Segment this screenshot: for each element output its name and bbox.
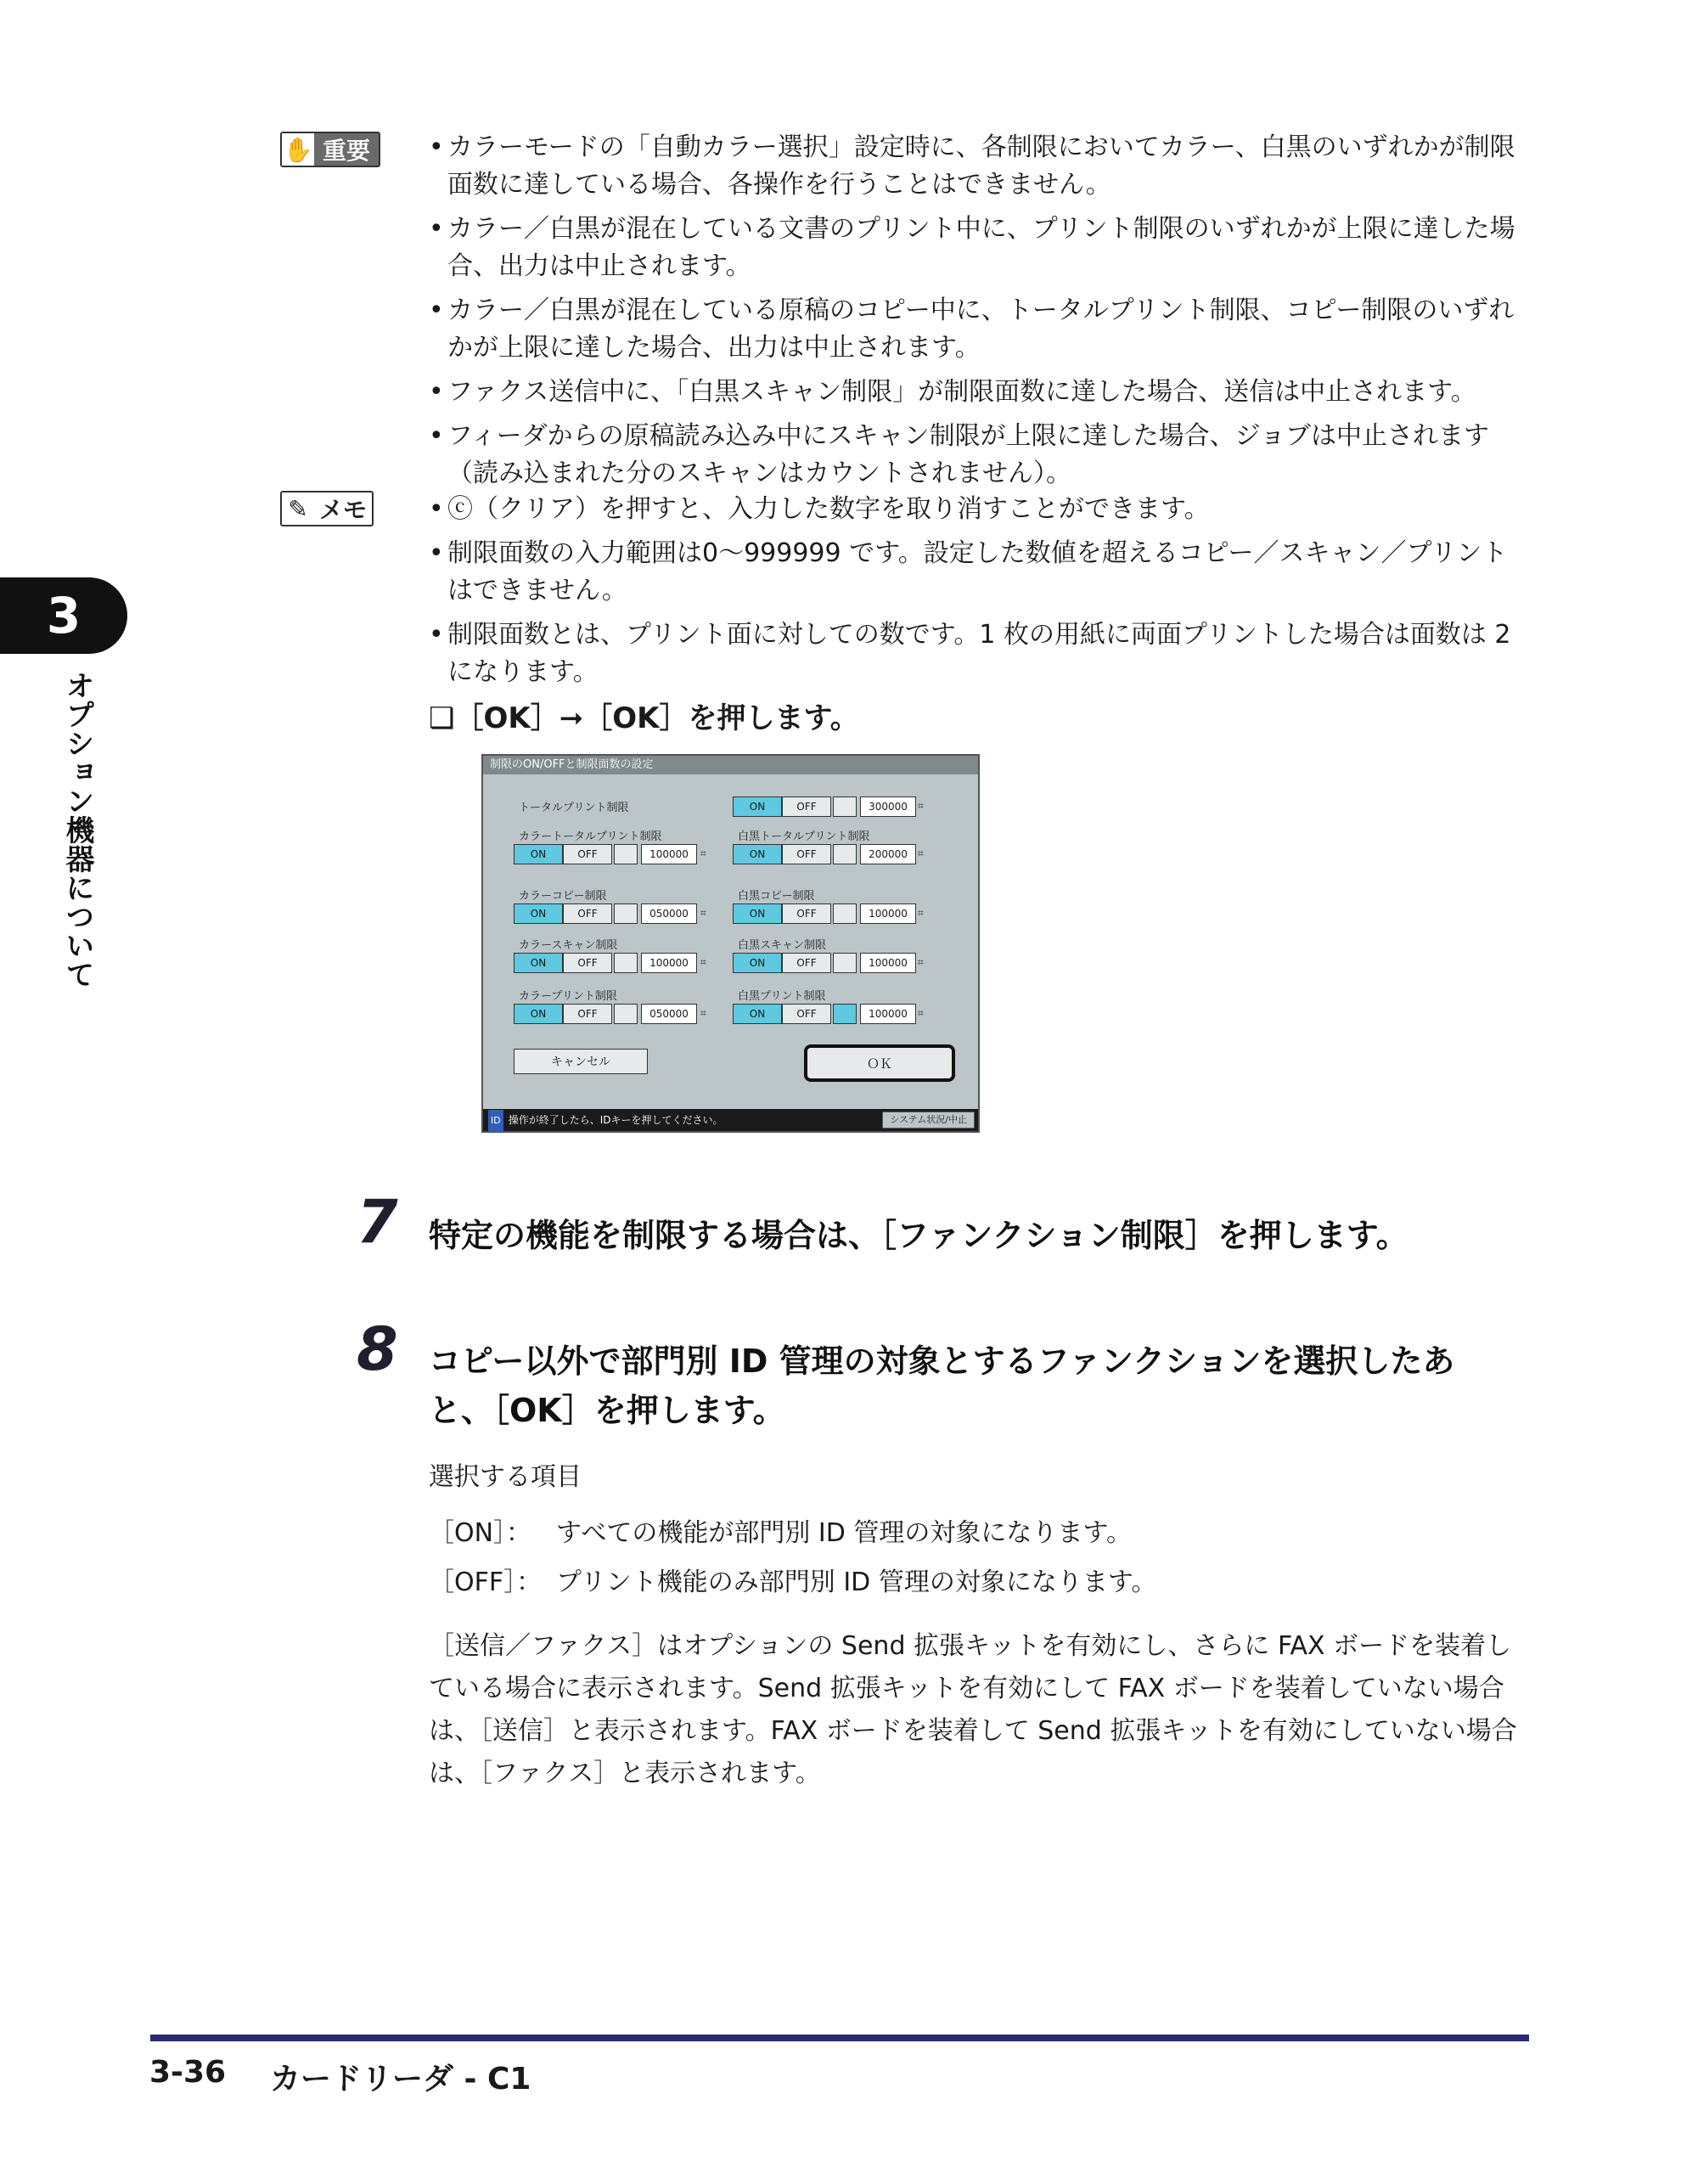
option-desc: すべての機能が部門別 ID 管理の対象になります。 xyxy=(556,1518,1133,1548)
keypad-icon[interactable]: ⌗ xyxy=(700,1007,706,1019)
limit-value-bw-total[interactable]: 200000 xyxy=(860,844,916,864)
keypad-icon[interactable]: ⌗ xyxy=(918,956,924,968)
off-button[interactable]: OFF xyxy=(782,796,831,817)
limit-label-total: トータルプリント制限 xyxy=(519,802,629,814)
on-button[interactable]: ON xyxy=(733,1004,782,1024)
select-heading: 選択する項目 xyxy=(429,1462,582,1492)
important-item: • カラー／白黒が混在している原稿のコピー中に、トータルプリント制限、コピー制限のいずれかが上限に達した場合、出力は中止されます。 xyxy=(429,292,1532,367)
panel-titlebar xyxy=(483,756,978,774)
limit-label-color-copy: カラーコピー制限 xyxy=(519,890,607,903)
pencil-icon: ✎ xyxy=(282,493,314,525)
toggle-box[interactable] xyxy=(614,903,638,924)
on-button[interactable]: ON xyxy=(514,903,563,924)
id-key-icon: ID xyxy=(488,1110,503,1132)
toggle-box[interactable] xyxy=(833,953,857,973)
keypad-icon[interactable]: ⌗ xyxy=(918,1007,924,1019)
keypad-icon[interactable]: ⌗ xyxy=(918,800,924,812)
keypad-icon[interactable]: ⌗ xyxy=(918,847,924,859)
cancel-button[interactable]: キャンセル xyxy=(514,1049,648,1074)
on-button[interactable]: ON xyxy=(514,953,563,973)
option-row xyxy=(429,1515,1532,1552)
step-text-line1: コピー以外で部門別 ID 管理の対象とするファンクションを選択したあ xyxy=(429,1342,1455,1380)
off-button[interactable]: OFF xyxy=(563,844,612,864)
limit-value-bw-scan[interactable]: 100000 xyxy=(860,953,916,973)
memo-label: メモ xyxy=(319,496,368,524)
keypad-icon[interactable]: ⌗ xyxy=(700,907,706,919)
hand-stop-icon: ✋ xyxy=(282,133,314,166)
on-button[interactable]: ON xyxy=(514,1004,563,1024)
keypad-icon[interactable]: ⌗ xyxy=(700,956,706,968)
toggle-box[interactable] xyxy=(833,903,857,924)
status-message: 操作が終了したら、IDキーを押してください。 xyxy=(508,1114,723,1126)
important-list xyxy=(429,129,1532,499)
off-button[interactable]: OFF xyxy=(563,903,612,924)
important-item: • ファクス送信中に、「白黒スキャン制限」が制限面数に達した場合、送信は中止されます。 xyxy=(429,374,1532,411)
toggle-box[interactable] xyxy=(833,844,857,864)
toggle-box[interactable] xyxy=(614,1004,638,1024)
ok-button[interactable]: ＯＫ xyxy=(804,1044,955,1082)
chapter-tab xyxy=(0,577,127,654)
limit-label-bw-total: 白黒トータルプリント制限 xyxy=(738,830,870,843)
limit-label-bw-print: 白黒プリント制限 xyxy=(738,990,826,1003)
on-button[interactable]: ON xyxy=(733,796,782,817)
off-button[interactable]: OFF xyxy=(563,953,612,973)
page-number: 3-36 xyxy=(149,2055,227,2090)
limit-label-color-scan: カラースキャン制限 xyxy=(519,939,618,952)
step-number: 7 xyxy=(357,1187,398,1257)
limit-value-total[interactable]: 300000 xyxy=(860,796,916,817)
on-button[interactable]: ON xyxy=(514,844,563,864)
important-item: • カラーモードの「自動カラー選択」設定時に、各制限においてカラー、白黒のいずれかが制限面数に達している場合、各操作を行うことはできません。 xyxy=(429,129,1532,204)
off-button[interactable]: OFF xyxy=(782,903,831,924)
limit-value-bw-print[interactable]: 100000 xyxy=(860,1004,916,1024)
option-key: ［ON］： xyxy=(429,1518,532,1548)
on-button[interactable]: ON xyxy=(733,903,782,924)
off-button[interactable]: OFF xyxy=(782,953,831,973)
limit-value-color-copy[interactable]: 050000 xyxy=(641,903,697,924)
keypad-icon[interactable]: ⌗ xyxy=(700,847,706,859)
footer-rule xyxy=(150,2035,1529,2041)
important-item: • フィーダからの原稿読み込み中にスキャン制限が上限に達した場合、ジョブは中止されます（読み込まれた分のスキャンはカウントされません）。 xyxy=(429,418,1532,493)
memo-badge xyxy=(280,491,374,526)
limit-value-bw-copy[interactable]: 100000 xyxy=(860,903,916,924)
status-bar xyxy=(483,1109,978,1131)
limit-value-color-total[interactable]: 100000 xyxy=(641,844,697,864)
limit-label-color-total: カラートータルプリント制限 xyxy=(519,830,662,843)
off-button[interactable]: OFF xyxy=(563,1004,612,1024)
device-panel xyxy=(481,754,980,1133)
memo-list xyxy=(429,491,1532,698)
important-badge xyxy=(280,132,380,167)
option-key: ［OFF］： xyxy=(429,1568,543,1597)
memo-item: • 制限面数の入力範囲は0～999999 です。設定した数値を超えるコピー／スキャン／プリントはできません。 xyxy=(429,535,1532,610)
toggle-box[interactable] xyxy=(833,1004,857,1024)
option-desc: プリント機能のみ部門別 ID 管理の対象になります。 xyxy=(556,1568,1157,1597)
step-text-line2: と、［OK］を押します。 xyxy=(429,1392,785,1429)
footer-title: カードリーダ - C1 xyxy=(270,2062,531,2097)
chapter-number: 3 xyxy=(46,587,82,645)
limit-label-bw-copy: 白黒コピー制限 xyxy=(738,890,815,903)
option-row xyxy=(429,1564,1532,1601)
on-button[interactable]: ON xyxy=(733,953,782,973)
memo-item: • 制限面数とは、プリント面に対しての数です。1 枚の用紙に両面プリントした場合は面数は 2 になります。 xyxy=(429,616,1532,691)
chapter-side-title: オプション機器について xyxy=(60,671,94,988)
instruction-line: ❑［OK］➞［OK］を押します。 xyxy=(429,701,859,735)
system-status-button[interactable]: システム状況/中止 xyxy=(882,1112,975,1129)
off-button[interactable]: OFF xyxy=(782,1004,831,1024)
limit-value-color-scan[interactable]: 100000 xyxy=(641,953,697,973)
on-button[interactable]: ON xyxy=(733,844,782,864)
toggle-box[interactable] xyxy=(614,953,638,973)
toggle-box[interactable] xyxy=(614,844,638,864)
limit-value-color-print[interactable]: 050000 xyxy=(641,1004,697,1024)
step-number: 8 xyxy=(357,1314,398,1384)
important-item: • カラー／白黒が混在している文書のプリント中に、プリント制限のいずれかが上限に達した場合、出力は中止されます。 xyxy=(429,211,1532,285)
keypad-icon[interactable]: ⌗ xyxy=(918,907,924,919)
memo-item: • ⓒ（クリア）を押すと、入力した数字を取り消すことができます。 xyxy=(429,491,1532,528)
toggle-box[interactable] xyxy=(833,796,857,817)
panel-title: 制限のON/OFFと制限面数の設定 xyxy=(490,758,654,771)
limit-label-bw-scan: 白黒スキャン制限 xyxy=(738,939,827,952)
note-paragraph: ［送信／ファクス］はオプションの Send 拡張キットを有効にし、さらに FAX ボードを装着している場合に表示されます。Send 拡張キットを有効にして FAX ボードを装着していない場合は、［送信］と表示されます。FAX ボードを装着して Send 拡張キットを有効にしていない場合は、［ファクス］と表示されます。 xyxy=(429,1631,1517,1788)
off-button[interactable]: OFF xyxy=(782,844,831,864)
step-text: 特定の機能を制限する場合は、［ファンクション制限］を押します。 xyxy=(429,1217,1408,1254)
important-label: 重要 xyxy=(323,137,371,165)
limit-label-color-print: カラープリント制限 xyxy=(519,990,617,1003)
